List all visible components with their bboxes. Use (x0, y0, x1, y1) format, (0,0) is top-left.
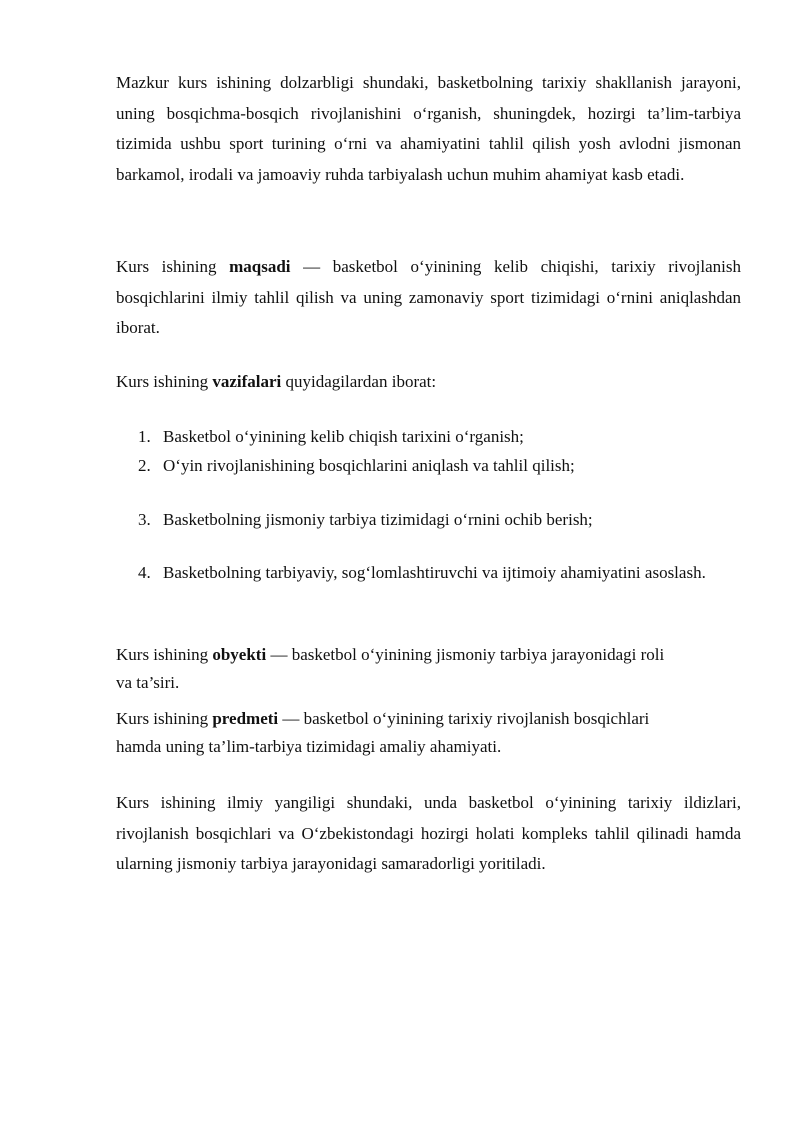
object-line-1 (116, 641, 741, 669)
goal-paragraph (116, 252, 741, 344)
relevance-paragraph: Mazkur kurs ishining dolzarbligi shundaki, basketbolning tarixiy shakllanish jarayoni, uning bosqichma-bosqich rivojlanishini o‘rganish, shuningdek, hozirgi ta’lim-tarbiya tizimida ushbu sport turining o‘rni va ahamiyatini tahlil qilish yosh avlodni jismonan barkamol, irodali va jamoaviy ruhda tarbiyalash uchun muhim ahamiyat kasb etadi. (116, 73, 741, 184)
list-item-number: 2. (138, 456, 151, 475)
list-item (138, 422, 741, 451)
list-item-number: 3. (138, 510, 151, 529)
list-item (138, 505, 741, 534)
list-item-number: 1. (138, 427, 151, 446)
object-label: obyekti (212, 645, 267, 664)
tasks-prefix: Kurs ishining (116, 372, 213, 391)
object-prefix: Kurs ishining (116, 645, 213, 664)
goal-prefix: Kurs ishining (116, 257, 230, 276)
subject-prefix: Kurs ishining (116, 709, 213, 728)
tasks-label: vazifalari (212, 372, 282, 391)
object-paragraph (116, 641, 741, 697)
object-text: — basketbol o‘yinining jismoniy tarbiya jarayonidagi roli (266, 645, 665, 664)
list-item-text: Basketbolning jismoniy tarbiya tizimidagi o‘rnini ochib berish; (163, 510, 593, 529)
novelty-paragraph: Kurs ishining ilmiy yangiligi shundaki, unda basketbol o‘yinining tarixiy ildizlari, rivojlanish bosqichlari va O‘zbekistondagi hozirgi holati kompleks tahlil qilinadi hamda ularning jismoniy tarbiya jarayonidagi samaradorligi yoritiladi. (116, 793, 741, 873)
list-item-text: Basketbolning tarbiyaviy, sog‘lomlashtiruvchi va ijtimoiy ahamiyatini asoslash. (163, 563, 706, 582)
subject-text: — basketbol o‘yinining tarixiy rivojlanish bosqichlari (278, 709, 650, 728)
goal-label: maqsadi (229, 257, 291, 276)
list-item (138, 451, 741, 480)
subject-label: predmeti (212, 709, 279, 728)
tasks-intro-text: quyidagilardan iborat: (281, 372, 437, 391)
subject-line-2: hamda uning ta’lim-tarbiya tizimidagi amaliy ahamiyati. (116, 737, 502, 756)
list-item-number: 4. (138, 563, 151, 582)
object-line-2: va ta’siri. (116, 673, 180, 692)
list-item-text: Basketbol o‘yinining kelib chiqish tarixini o‘rganish; (163, 427, 524, 446)
tasks-intro-paragraph (116, 367, 741, 398)
list-item-text: O‘yin rivojlanishining bosqichlarini aniqlash va tahlil qilish; (163, 456, 575, 475)
subject-line-1 (116, 705, 741, 733)
goal-text: — basketbol o‘yinining kelib chiqishi, tarixiy rivojlanish bosqichlarini ilmiy tahlil qilish va uning zamonaviy sport tizimidagi o‘rnini aniqlashdan iborat. (116, 257, 742, 337)
subject-paragraph (116, 705, 741, 761)
list-item (138, 557, 741, 588)
